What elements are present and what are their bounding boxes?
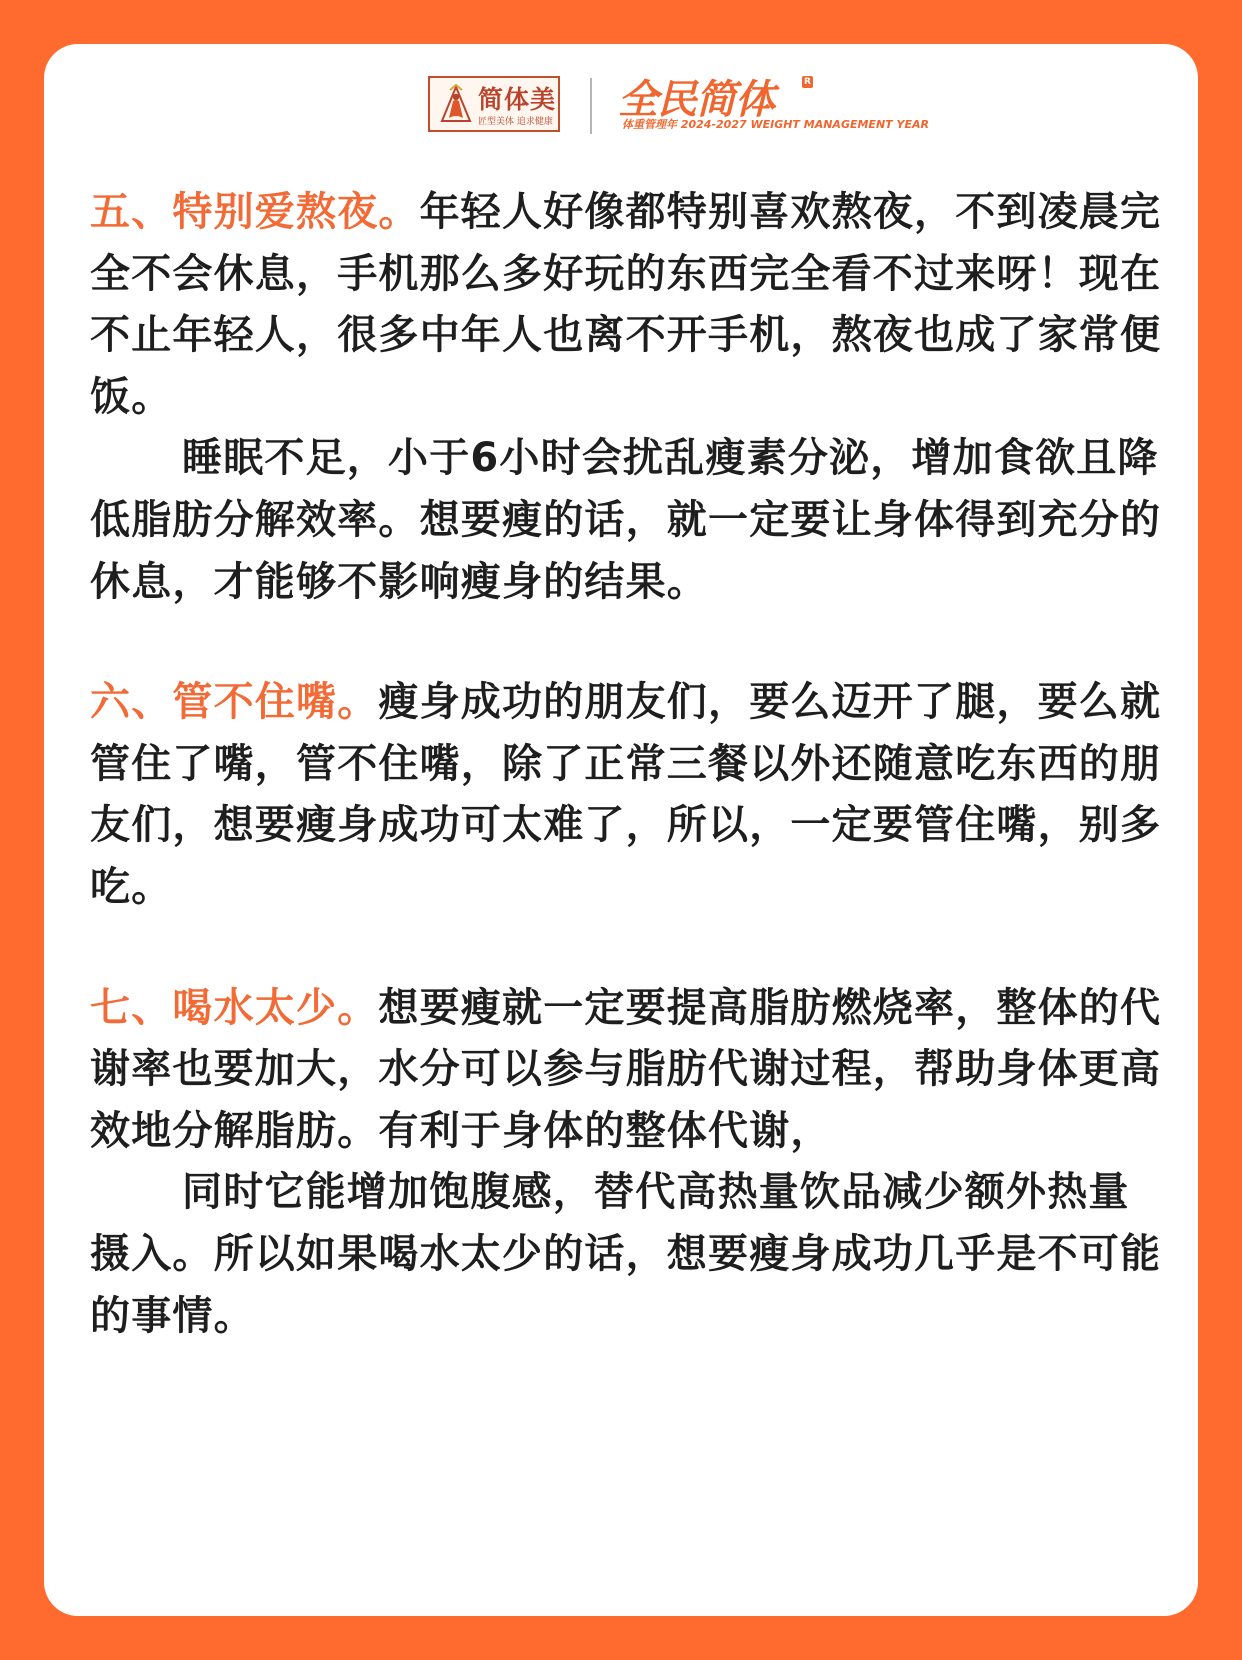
campaign-title: 全民简体 bbox=[618, 77, 774, 123]
campaign-logo bbox=[618, 72, 929, 136]
section-spacer bbox=[90, 919, 1170, 978]
logo-divider bbox=[590, 78, 592, 134]
section-five-heading: 五、特别爱熬夜。 bbox=[90, 189, 420, 235]
campaign-subtitle: 体重管理年 2024-2027 WEIGHT MANAGEMENT YEAR bbox=[622, 118, 929, 131]
article-body bbox=[90, 182, 1170, 1347]
section-six-text-1: 瘦身成功的朋友们，要么迈开了腿，要么就管住了嘴，管不住嘴，除了正常三餐以外还随意吃东西的朋友们，想要瘦身成功可太难了，所以，一定要管住嘴，别多吃。 bbox=[90, 679, 1162, 910]
section-seven-text-1: 想要瘦就一定要提高脂肪燃烧率，整体的代谢率也要加大，水分可以参与脂肪代谢过程，帮助身体更高效地分解脂肪。有利于身体的整体代谢， bbox=[90, 984, 1162, 1154]
header-logos bbox=[0, 72, 1242, 136]
section-five-paragraph-1 bbox=[90, 182, 1170, 428]
campaign-badge: R bbox=[804, 77, 811, 87]
section-six-paragraph-1 bbox=[90, 672, 1170, 918]
brand-logo-jiantimei bbox=[428, 76, 560, 132]
section-six-heading: 六、管不住嘴。 bbox=[90, 679, 379, 726]
lady-silhouette-icon bbox=[436, 84, 476, 124]
section-seven-paragraph-2: 同时它能增加饱腹感，替代高热量饮品减少额外热量摄入。所以如果喝水太少的话，想要瘦身成功几乎是不可能的事情。 bbox=[90, 1169, 1162, 1339]
section-five-text-1: 年轻人好像都特别喜欢熬夜，不到凌晨完全不会休息，手机那么多好玩的东西完全看不过来呀！现在不止年轻人，很多中年人也离不开手机，熬夜也成了家常便饭。 bbox=[90, 189, 1162, 420]
section-five-paragraph-2: 睡眠不足，小于6小时会扰乱瘦素分泌，增加食欲且降低脂肪分解效率。想要瘦的话，就一定要让身体得到充分的休息，才能够不影响瘦身的结果。 bbox=[90, 435, 1162, 605]
section-seven-paragraph-1 bbox=[90, 978, 1170, 1163]
brand-name: 简体美 bbox=[478, 85, 557, 114]
brand-slogan: 匠型美体 追求健康 bbox=[478, 117, 553, 127]
section-seven-heading: 七、喝水太少。 bbox=[90, 984, 379, 1031]
section-spacer bbox=[90, 613, 1170, 672]
